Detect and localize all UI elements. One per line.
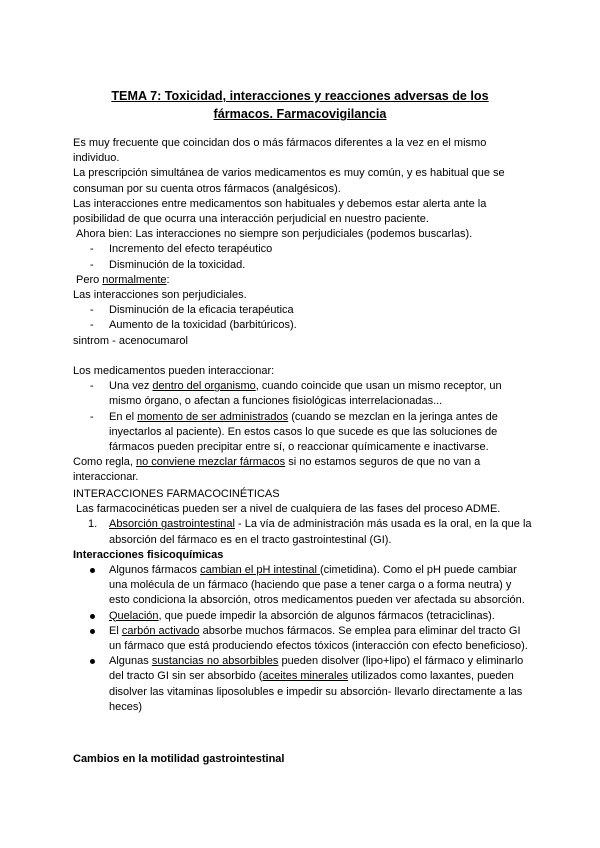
pk-heading: INTERACCIONES FARMACOCINÉTICAS	[73, 488, 280, 500]
intro-paragraph-3: Las interacciones entre medicamentos son habituales y debemos estar alerta ante la posibilidad de que ocurra una interacción perjudicial en nuestro paciente.	[73, 197, 487, 226]
bullet-icon	[90, 659, 95, 664]
underlined-normalmente: normalmente	[102, 273, 167, 286]
page-title	[80, 87, 520, 123]
interact-dash-2: - En el momento de ser administrados (cuando se mezclan en la jeringa antes de inyectarlos al paciente). En estos casos lo que sucede es que las soluciones de fármacos pueden precipitar entre sí, o reaccionar químicamente e inactivarse.	[73, 410, 533, 456]
bullet-icon	[90, 568, 95, 573]
dash-item-3: - Disminución de la eficacia terapéutica	[73, 303, 533, 318]
interact-rule: Como regla, no conviene mezclar fármacos si no estamos seguros de que no van a interaccionar.	[73, 456, 481, 484]
dash-item-2: - Disminución de la toxicidad.	[73, 258, 533, 273]
interact-dash-1: - Una vez dentro del organismo, cuando coincide que usan un mismo receptor, un mismo órgano, o afectan a funciones fisiológicas interrelacionadas...	[73, 379, 533, 409]
intro-paragraph-6: sintrom - acenocumarol	[73, 334, 188, 347]
intro-paragraph-5: Las interacciones son perjudiciales.	[73, 289, 247, 302]
title-line-1: TEMA 7: Toxicidad, interacciones y reacciones adversas de los	[111, 89, 489, 103]
bullet-item-1: Algunos fármacos cambian el pH intestinal (cimetidina). Como el pH puede cambiar una molécula de un fármaco (haciendo que pase a tener carga o a forma neutra) y esto condiciona la absorción, otros medicamentos pueden ver afectada su absorción.	[73, 563, 533, 609]
dash-item-4: - Aumento de la toxicidad (barbitúricos).	[73, 318, 533, 333]
motility-heading: Cambios en la motilidad gastrointestinal	[73, 753, 285, 765]
bullet-item-3: El carbón activado absorbe muchos fármacos. Se emplea para eliminar del tracto GI un fármaco que está produciendo efectos tóxicos (interacción con efecto beneficioso).	[73, 624, 533, 654]
intro-paragraph-1: Es muy frecuente que coincidan dos o más fármacos diferentes a la vez en el mismo individuo.	[73, 137, 487, 165]
dash-item-1: - Incremento del efecto terapéutico	[73, 242, 533, 257]
pk-section	[73, 487, 533, 715]
bullet-item-4: Algunas sustancias no absorbibles pueden disolver (lipo+lipo) el fármaco y eliminarlo del tracto GI sin ser absorbido (aceites minerales utilizados como laxantes, pueden disolver las vitaminas liposolubles e impedir su absorción- llevarlo directamente a las heces)	[73, 654, 533, 715]
numbered-item-1: 1. Absorción gastrointestinal - La vía de administración más usada es la oral, en la que la absorción del fármaco es en el tracto gastrointestinal (GI).	[88, 518, 532, 546]
bullet-icon	[90, 629, 95, 634]
intro-paragraph-2: La prescripción simultánea de varios medicamentos es muy común, y es habitual que se consuman por su cuenta otros fármacos (analgésicos).	[73, 167, 505, 195]
title-line-2: fármacos. Farmacovigilancia	[213, 107, 387, 121]
interact-paragraph-1: Los medicamentos pueden interaccionar:	[73, 365, 275, 378]
bullet-icon	[90, 614, 95, 619]
pk-paragraph-1: Las farmacocinéticas pueden ser a nivel de cualquiera de las fases del proceso ADME.	[76, 503, 501, 516]
intro-section	[73, 136, 533, 486]
intro-paragraph-4: Ahora bien: Las interacciones no siempre son perjudiciales (podemos buscarlas).	[76, 228, 473, 241]
pk-subheading: Interacciones fisicoquímicas	[73, 548, 224, 561]
bullet-item-2: Quelación, que puede impedir la absorción de algunos fármacos (tetraciclinas).	[73, 609, 533, 624]
pero-line: Pero normalmente:	[76, 273, 170, 286]
